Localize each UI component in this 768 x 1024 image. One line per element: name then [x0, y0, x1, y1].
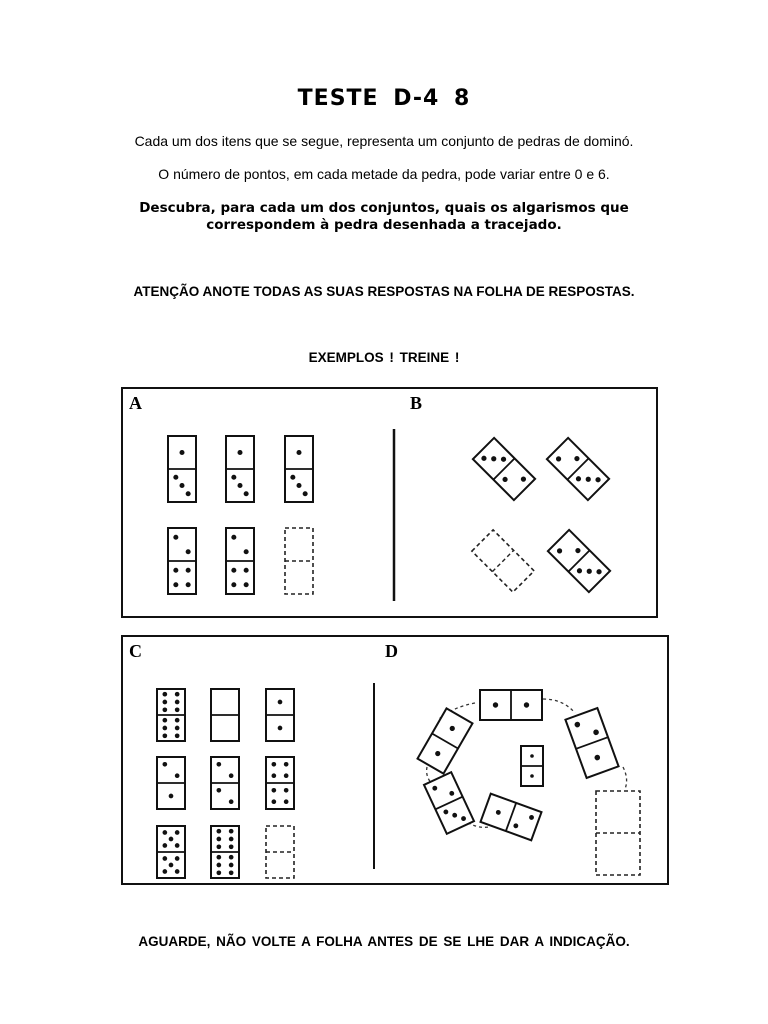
instruction-line-2: correspondem à pedra desenhada a tracejado.	[206, 217, 562, 233]
puzzle-c-domino	[157, 689, 185, 741]
puzzle-d-domino	[521, 746, 543, 786]
puzzle-label-b: B	[410, 393, 423, 413]
puzzle-d-domino	[424, 772, 474, 834]
puzzle-a-domino	[168, 436, 196, 502]
attention-notice: ATENÇÃO ANOTE TODAS AS SUAS RESPOSTAS NA FOLHA DE RESPOSTAS.	[133, 284, 635, 299]
domino-figure-cd	[123, 637, 667, 883]
puzzle-a-domino	[226, 436, 254, 502]
puzzle-c-domino	[157, 826, 185, 878]
footer-notice: AGUARDE, NÃO VOLTE A FOLHA ANTES DE SE LHE DAR A INDICAÇÃO.	[138, 934, 630, 949]
puzzle-c-domino	[211, 826, 239, 878]
puzzle-label-c: C	[129, 641, 142, 661]
puzzle-c-domino	[211, 689, 239, 741]
puzzle-a-domino	[168, 528, 196, 594]
puzzle-c-dominoes	[157, 689, 294, 878]
puzzle-c-domino	[211, 757, 239, 809]
puzzle-a-domino	[285, 436, 313, 502]
examples-heading: EXEMPLOS ! TREINE !	[308, 350, 460, 365]
puzzle-c-domino	[157, 757, 185, 809]
domino-figure-ab	[123, 389, 656, 616]
puzzle-d-domino	[418, 708, 473, 773]
puzzle-a-blank-domino	[285, 528, 313, 594]
puzzle-b-blank-domino	[472, 530, 534, 592]
puzzle-a-dominoes	[168, 436, 313, 594]
cycle-arrow	[543, 699, 575, 713]
puzzle-d-blank-domino	[596, 791, 640, 875]
page-title: TESTE D-4 8	[297, 86, 471, 111]
cycle-arrow	[623, 767, 627, 789]
puzzle-b-domino	[473, 438, 535, 500]
puzzle-c-blank-domino	[266, 826, 294, 878]
puzzle-a-domino	[226, 528, 254, 594]
puzzle-label-d: D	[385, 641, 398, 661]
puzzle-b-domino	[547, 438, 609, 500]
intro-line-2: O número de pontos, em cada metade da pedra, pode variar entre 0 e 6.	[158, 166, 610, 182]
example-box-cd	[121, 635, 669, 885]
intro-line-1: Cada um dos itens que se segue, representa um conjunto de pedras de dominó.	[134, 133, 634, 149]
puzzle-b-domino	[548, 530, 610, 592]
puzzle-label-a: A	[129, 393, 142, 413]
puzzle-d-domino	[480, 690, 542, 720]
puzzle-d-dominoes	[418, 690, 640, 875]
puzzle-d-domino	[480, 794, 541, 841]
puzzle-b-dominoes	[472, 438, 610, 592]
instruction-line-1: Descubra, para cada um dos conjuntos, quais os algarismos que	[139, 200, 629, 216]
example-box-ab	[121, 387, 658, 618]
puzzle-d-domino	[565, 708, 618, 778]
puzzle-c-domino	[266, 689, 294, 741]
puzzle-c-domino	[266, 757, 294, 809]
